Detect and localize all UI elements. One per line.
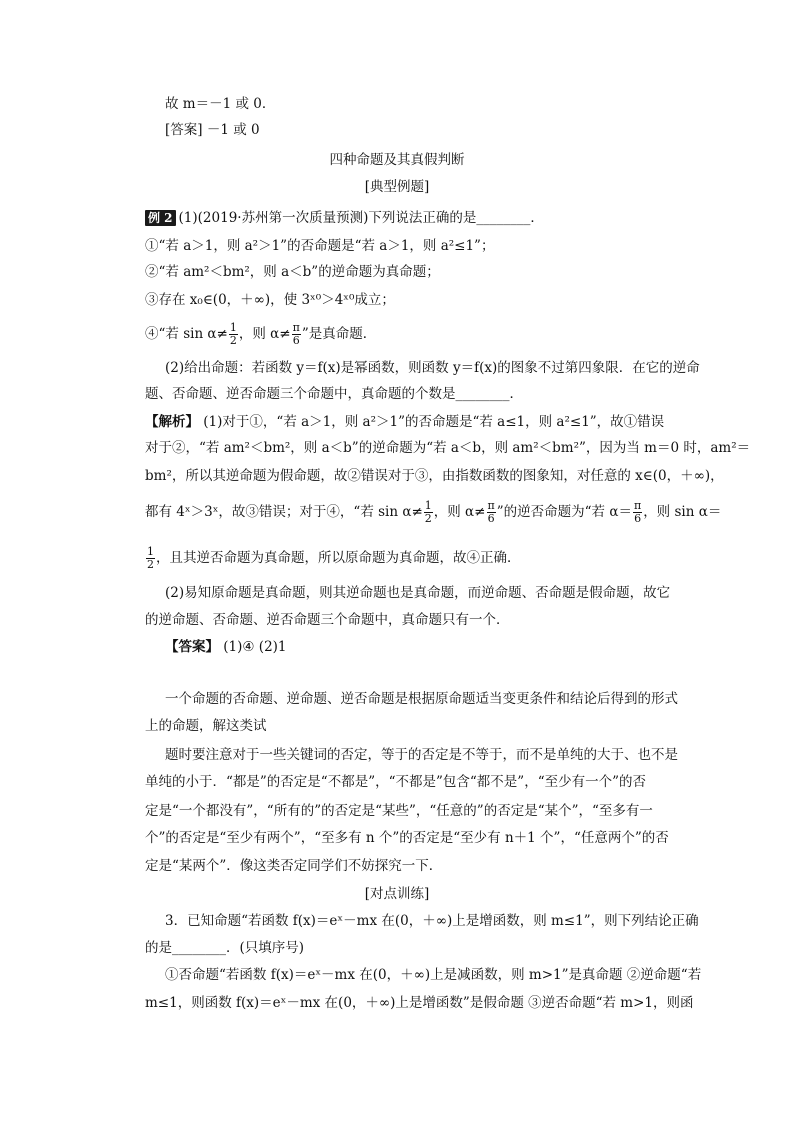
- analysis-line-1: [145, 412, 664, 432]
- question-2-line-1: (2)给出命题：若函数 y＝f(x)是幂函数，则函数 y＝f(x)的图象不过第四象限．在它的逆命: [165, 360, 700, 376]
- fraction-denominator: 6: [292, 334, 300, 347]
- fraction-one-half: [424, 500, 433, 525]
- answer-label: 【答案】: [165, 639, 219, 655]
- option-3: ③存在 x₀∈(0，＋∞)，使 3ˣ⁰＞4ˣ⁰成立；: [145, 292, 395, 308]
- fraction-one-half: [229, 322, 238, 347]
- method-line-3: 题时要注意对于一些关键词的否定，等于的否定是不等于，而不是单纯的大于、也不是: [165, 747, 678, 763]
- typical-examples-heading: [典型例题]: [364, 179, 430, 195]
- fraction-numerator: 1: [424, 499, 432, 512]
- method-line-1: 一个命题的否命题、逆命题、逆否命题是根据原命题适当变更条件和结论后得到的形式: [165, 691, 678, 707]
- analysis-line-2: 对于②，“若 am²＜bm²，则 a＜b”的逆命题为“若 a＜b，则 am²＜bm²”，因为当 m＝0 时，am²＝: [145, 440, 751, 456]
- question-text: (1)(2019·苏州第一次质量预测)下列说法正确的是________．: [178, 210, 544, 226]
- analysis-4-text-a: 都有 4ˣ＞3ˣ，故③错误；对于④，“若 sin α≠: [145, 504, 423, 520]
- fraction-numerator: 1: [229, 321, 237, 334]
- analysis-5-text: ，且其逆否命题为真命题，所以原命题为真命题，故④正确．: [156, 550, 521, 566]
- option-2: ②“若 am²＜bm²，则 a＜b”的逆命题为真命题；: [145, 264, 440, 280]
- section-heading: 四种命题及其真假判断: [329, 152, 465, 168]
- fraction-numerator: 1: [147, 545, 154, 558]
- fraction-numerator: π: [292, 321, 300, 334]
- fraction-one-half: [146, 546, 155, 571]
- analysis-4-text-d: ，则 sin α＝: [643, 504, 722, 520]
- option-4: [145, 322, 376, 347]
- question-2-line-2: 题、否命题、逆否命题三个命题中，真命题的个数是________．: [145, 386, 523, 402]
- method-line-5: 定是“一个都没有”，“所有的”的否定是“某些”，“任意的”的否定是“某个”，“至多有一: [145, 803, 653, 819]
- fraction-pi-over-6: [487, 500, 496, 525]
- fraction-numerator: π: [487, 499, 495, 512]
- fraction-denominator: 2: [147, 558, 154, 571]
- option-4-text-a: ④“若 sin α≠: [145, 326, 228, 342]
- exercise-3-line-4: m≤1，则函数 f(x)＝eˣ－mx 在(0，＋∞)上是增函数”是假命题 ③逆否命题“若 m>1，则函: [145, 995, 694, 1011]
- exercise-3-line-1: 3．已知命题“若函数 f(x)＝eˣ－mx 在(0，＋∞)上是增函数，则 m≤1”，则下列结论正确: [165, 913, 699, 929]
- analysis-line-4: [145, 500, 721, 525]
- fraction-denominator: 2: [229, 334, 237, 347]
- fraction-denominator: 6: [634, 512, 642, 525]
- answer-block: [165, 637, 287, 657]
- analysis-4-text-b: ，则 α≠: [433, 504, 486, 520]
- answer-text: (1)④ (2)1: [219, 639, 287, 655]
- option-4-text-c: ”是真命题．: [301, 326, 377, 342]
- example-question-line: [145, 208, 544, 228]
- exercise-3-line-3: ①否命题“若函数 f(x)＝eˣ－mx 在(0，＋∞)上是减函数，则 m>1”是真命题 ②逆命题“若: [165, 967, 702, 983]
- example-badge: 例 2: [145, 210, 176, 226]
- answer-line: [答案] －1 或 0: [165, 122, 260, 138]
- fraction-denominator: 2: [424, 512, 432, 525]
- conclusion-line: 故 m＝－1 或 0．: [165, 96, 276, 112]
- exercise-3-line-2: 的是________．(只填序号): [145, 940, 305, 956]
- option-1: ①“若 a＞1，则 a²＞1”的否命题是“若 a＞1，则 a²≤1”；: [145, 238, 495, 254]
- analysis-4-text-c: ”的逆否命题为“若 α＝: [496, 504, 632, 520]
- analysis-label: 【解析】: [145, 414, 199, 430]
- fraction-denominator: 6: [487, 512, 495, 525]
- fraction-pi-over-6: [292, 322, 301, 347]
- fraction-numerator: π: [633, 499, 642, 512]
- method-line-4: 单纯的小于．“都是”的否定是“不都是”，“不都是”包含“都不是”，“至少有一个”的否: [145, 774, 647, 790]
- analysis-part-2-line-1: (2)易知原命题是真命题，则其逆命题也是真命题，而逆命题、否命题是假命题，故它: [165, 585, 671, 601]
- option-4-text-b: ，则 α≠: [238, 326, 291, 342]
- method-line-6: 个”的否定是“至少有两个”，“至多有 n 个”的否定是“至少有 n＋1 个”，“任意两个”的否: [145, 830, 669, 846]
- analysis-text: (1)对于①，“若 a＞1，则 a²＞1”的否命题是“若 a≤1，则 a²≤1”，故①错误: [199, 414, 665, 430]
- analysis-part-2-line-2: 的逆命题、否命题、逆否命题三个命题中，真命题只有一个．: [145, 612, 510, 628]
- analysis-line-5: [145, 546, 521, 571]
- method-line-7: 定是“某两个”．像这类否定同学们不妨探究一下．: [145, 858, 443, 874]
- practice-heading: [对点训练]: [364, 886, 430, 902]
- fraction-pi-over-6: [633, 500, 642, 525]
- method-line-2: 上的命题，解这类试: [145, 718, 267, 734]
- analysis-line-3: bm²，所以其逆命题为假命题，故②错误对于③，由指数函数的图象知，对任意的 x∈(0，＋∞)，: [145, 468, 724, 484]
